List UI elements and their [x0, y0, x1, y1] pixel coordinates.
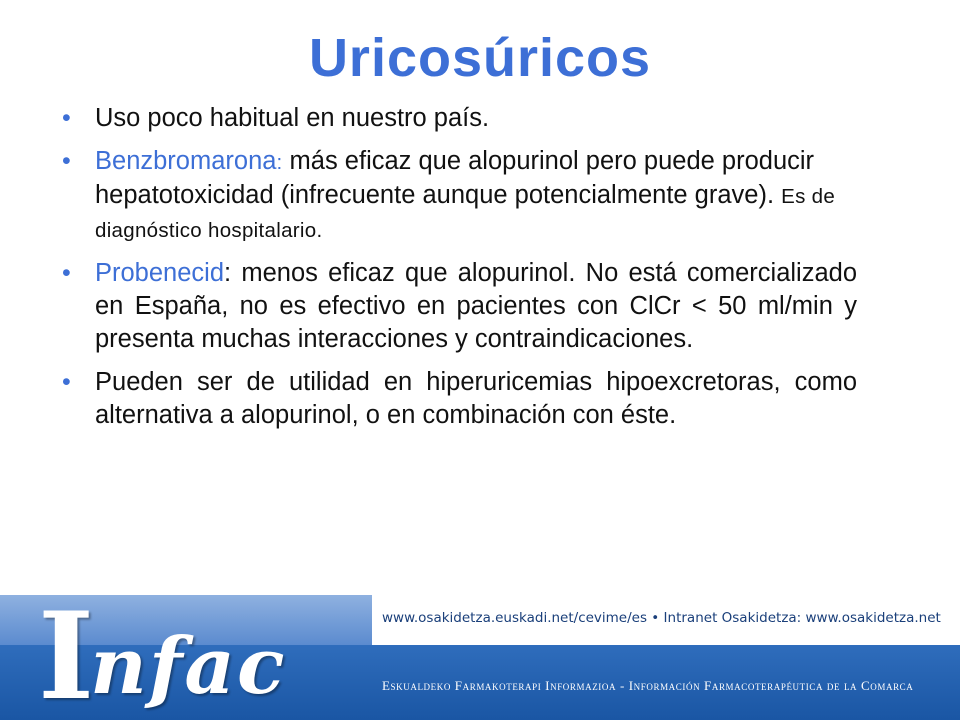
bullet-item — [62, 366, 857, 432]
bullet-item — [62, 257, 857, 356]
bullet-marker: • — [62, 259, 71, 287]
bullet-marker: • — [62, 147, 71, 175]
bullet-highlight: Probenecid — [95, 259, 225, 287]
bullet-item — [62, 145, 857, 247]
infac-logo — [38, 595, 287, 720]
footer-url-text: www.osakidetza.euskadi.net/cevime/es • Intranet Osakidetza: www.osakidetza.net — [382, 610, 941, 626]
bullet-text: Uso poco habitual en nuestro país. — [95, 104, 490, 132]
bullet-marker: • — [62, 104, 71, 132]
bullet-item — [62, 102, 857, 135]
logo-rest: nfac — [90, 621, 287, 712]
bullet-text: más eficaz que alopurinol pero puede producir hepatotoxicidad (infrecuente aunque potencialmente grave). — [95, 147, 815, 209]
bullet-small-text: Es de diagnóstico hospitalario. — [95, 185, 836, 242]
slide-title: Uricosúricos — [308, 28, 652, 88]
bullet-list — [62, 102, 857, 442]
footer-tagline: Eskualdeko Farmakoterapi Informazioa - Información Farmacoterapéutica de la Comarca — [382, 678, 914, 693]
bullet-colon: : — [276, 151, 283, 174]
logo-initial: I — [38, 595, 91, 720]
footer-banner — [0, 595, 960, 720]
bullet-text: : menos eficaz que alopurinol. No está comercializado en España, no es efectivo en pacientes con ClCr < 50 ml/min y presenta muchas interacciones y contraindicaciones. — [95, 259, 857, 353]
bullet-text: Pueden ser de utilidad en hiperuricemias hipoexcretoras, como alternativa a alopurinol, o en combinación con éste. — [95, 368, 857, 429]
bullet-marker: • — [62, 368, 71, 396]
bullet-highlight: Benzbromarona — [95, 147, 277, 175]
